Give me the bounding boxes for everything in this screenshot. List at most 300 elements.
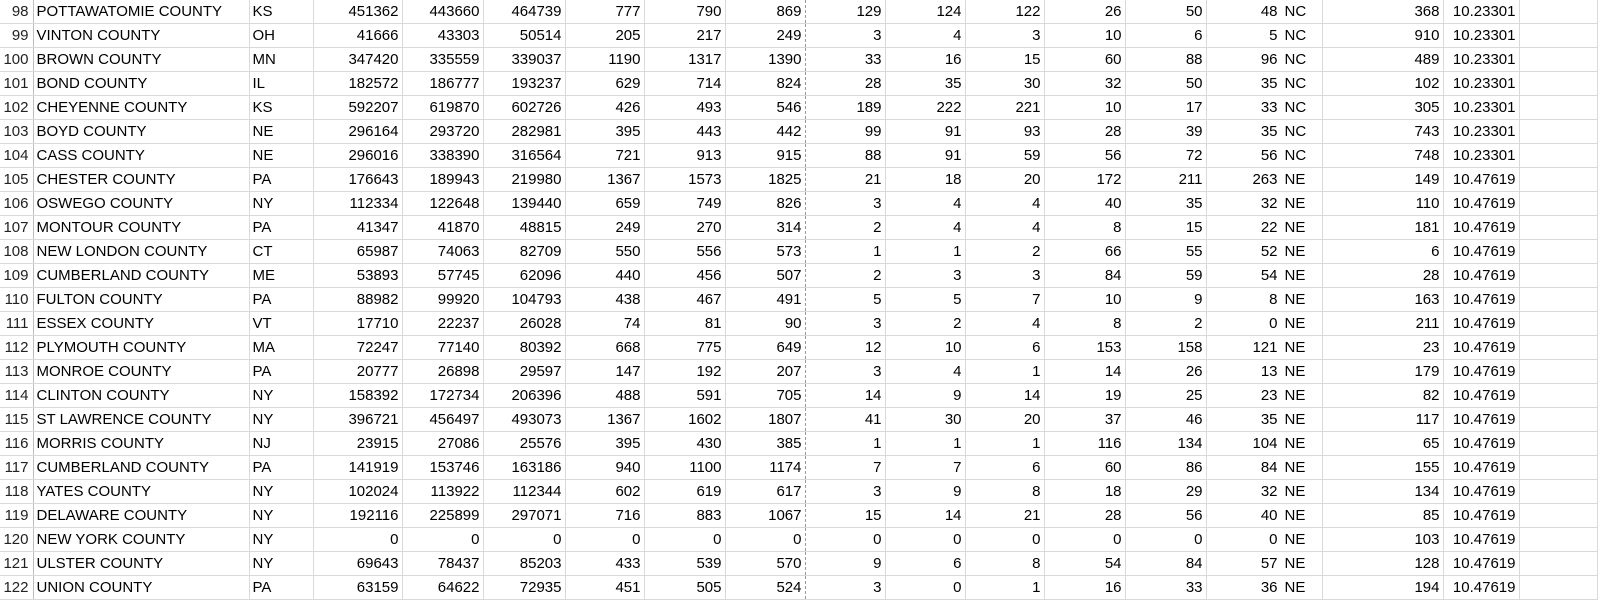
cell-value[interactable]: 0 (565, 528, 644, 552)
cell-value[interactable]: 8 (1044, 312, 1125, 336)
cell-value[interactable]: 3 (805, 480, 885, 504)
cell-value[interactable]: 22 (1206, 216, 1281, 240)
cell-value[interactable]: 314 (725, 216, 805, 240)
cell-county[interactable]: YATES COUNTY (33, 480, 249, 504)
cell-value[interactable]: 122648 (402, 192, 483, 216)
cell-value[interactable]: 570 (725, 552, 805, 576)
cell-county[interactable]: MONROE COUNTY (33, 360, 249, 384)
cell-value[interactable]: 60 (1044, 456, 1125, 480)
cell-value[interactable]: 913 (644, 144, 725, 168)
cell-county[interactable]: NEW LONDON COUNTY (33, 240, 249, 264)
cell-value[interactable]: 282981 (483, 120, 565, 144)
cell-value[interactable]: 86 (1125, 456, 1206, 480)
cell-value[interactable]: 10.47619 (1443, 192, 1519, 216)
cell-value[interactable]: 296164 (313, 120, 402, 144)
cell-value[interactable]: 158392 (313, 384, 402, 408)
cell-value[interactable]: 155 (1322, 456, 1443, 480)
cell-value[interactable]: 9 (885, 480, 965, 504)
cell-value[interactable]: 4 (885, 216, 965, 240)
cell-value[interactable]: 1 (805, 240, 885, 264)
cell-value[interactable]: 293720 (402, 120, 483, 144)
cell-empty[interactable] (1519, 576, 1597, 600)
cell-state[interactable]: PA (249, 216, 313, 240)
cell-value[interactable]: 23 (1322, 336, 1443, 360)
cell-value[interactable]: 48815 (483, 216, 565, 240)
row-header[interactable]: 103 (0, 120, 33, 144)
cell-value[interactable]: 602 (565, 480, 644, 504)
cell-value[interactable]: 22237 (402, 312, 483, 336)
cell-value[interactable]: 158 (1125, 336, 1206, 360)
cell-value[interactable]: 102024 (313, 480, 402, 504)
cell-value[interactable]: 30 (885, 408, 965, 432)
cell-value[interactable]: 2 (805, 216, 885, 240)
cell-value[interactable]: 493 (644, 96, 725, 120)
cell-value[interactable]: 19 (1044, 384, 1125, 408)
row-header[interactable]: 118 (0, 480, 33, 504)
cell-value[interactable]: 27086 (402, 432, 483, 456)
cell-value[interactable]: 20777 (313, 360, 402, 384)
cell-value[interactable]: 88 (805, 144, 885, 168)
cell-value[interactable]: 122 (965, 0, 1044, 24)
cell-value[interactable]: 222 (885, 96, 965, 120)
cell-value[interactable]: 1602 (644, 408, 725, 432)
cell-value[interactable]: 1 (885, 432, 965, 456)
cell-empty[interactable] (1519, 552, 1597, 576)
cell-county[interactable]: MONTOUR COUNTY (33, 216, 249, 240)
cell-value[interactable]: 28 (805, 72, 885, 96)
cell-value[interactable]: 205 (565, 24, 644, 48)
cell-region[interactable]: NE (1281, 168, 1322, 192)
cell-state[interactable]: NY (249, 384, 313, 408)
cell-value[interactable]: 296016 (313, 144, 402, 168)
row-header[interactable]: 108 (0, 240, 33, 264)
cell-value[interactable]: 28 (1322, 264, 1443, 288)
cell-value[interactable]: 41 (805, 408, 885, 432)
cell-value[interactable]: 189 (805, 96, 885, 120)
cell-empty[interactable] (1519, 312, 1597, 336)
cell-value[interactable]: 1 (965, 576, 1044, 600)
row-header[interactable]: 110 (0, 288, 33, 312)
cell-value[interactable]: 3 (965, 264, 1044, 288)
cell-value[interactable]: 69643 (313, 552, 402, 576)
cell-value[interactable]: 30 (965, 72, 1044, 96)
cell-value[interactable]: 1190 (565, 48, 644, 72)
cell-empty[interactable] (1519, 96, 1597, 120)
cell-state[interactable]: PA (249, 288, 313, 312)
row-header[interactable]: 104 (0, 144, 33, 168)
cell-value[interactable]: 573 (725, 240, 805, 264)
cell-value[interactable]: 915 (725, 144, 805, 168)
cell-state[interactable]: CT (249, 240, 313, 264)
cell-state[interactable]: NY (249, 408, 313, 432)
cell-value[interactable]: 556 (644, 240, 725, 264)
cell-state[interactable]: KS (249, 96, 313, 120)
cell-value[interactable]: 3 (805, 312, 885, 336)
cell-value[interactable]: 64622 (402, 576, 483, 600)
cell-value[interactable]: 668 (565, 336, 644, 360)
cell-value[interactable]: 102 (1322, 72, 1443, 96)
cell-value[interactable]: 139440 (483, 192, 565, 216)
cell-region[interactable]: NE (1281, 192, 1322, 216)
cell-value[interactable]: 10.47619 (1443, 216, 1519, 240)
cell-value[interactable]: 62096 (483, 264, 565, 288)
cell-value[interactable]: 749 (644, 192, 725, 216)
cell-value[interactable]: 26 (1044, 0, 1125, 24)
cell-region[interactable]: NE (1281, 384, 1322, 408)
cell-value[interactable]: 9 (1125, 288, 1206, 312)
cell-value[interactable]: 1067 (725, 504, 805, 528)
cell-value[interactable]: 10.23301 (1443, 120, 1519, 144)
cell-value[interactable]: 3 (805, 360, 885, 384)
cell-value[interactable]: 23915 (313, 432, 402, 456)
cell-value[interactable]: 426 (565, 96, 644, 120)
cell-value[interactable]: 39 (1125, 120, 1206, 144)
cell-region[interactable]: NE (1281, 528, 1322, 552)
cell-value[interactable]: 77140 (402, 336, 483, 360)
cell-value[interactable]: 54 (1206, 264, 1281, 288)
cell-value[interactable]: 116 (1044, 432, 1125, 456)
cell-value[interactable]: 714 (644, 72, 725, 96)
cell-value[interactable]: 456 (644, 264, 725, 288)
cell-value[interactable]: 8 (1044, 216, 1125, 240)
cell-value[interactable]: 1390 (725, 48, 805, 72)
cell-value[interactable]: 33 (805, 48, 885, 72)
cell-value[interactable]: 507 (725, 264, 805, 288)
cell-value[interactable]: 18 (1044, 480, 1125, 504)
cell-empty[interactable] (1519, 120, 1597, 144)
cell-value[interactable]: 347420 (313, 48, 402, 72)
cell-value[interactable]: 3 (885, 264, 965, 288)
cell-value[interactable]: 10.47619 (1443, 360, 1519, 384)
cell-value[interactable]: 53893 (313, 264, 402, 288)
cell-value[interactable]: 940 (565, 456, 644, 480)
cell-value[interactable]: 5 (805, 288, 885, 312)
cell-value[interactable]: 10 (1044, 96, 1125, 120)
cell-county[interactable]: BROWN COUNTY (33, 48, 249, 72)
cell-county[interactable]: BOND COUNTY (33, 72, 249, 96)
cell-county[interactable]: OSWEGO COUNTY (33, 192, 249, 216)
cell-value[interactable]: 14 (885, 504, 965, 528)
cell-value[interactable]: 1 (885, 240, 965, 264)
cell-value[interactable]: 46 (1125, 408, 1206, 432)
cell-value[interactable]: 249 (565, 216, 644, 240)
cell-value[interactable]: 10.23301 (1443, 0, 1519, 24)
cell-value[interactable]: 84 (1125, 552, 1206, 576)
cell-value[interactable]: 10.47619 (1443, 168, 1519, 192)
cell-value[interactable]: 716 (565, 504, 644, 528)
cell-value[interactable]: 721 (565, 144, 644, 168)
cell-county[interactable]: FULTON COUNTY (33, 288, 249, 312)
cell-value[interactable]: 112334 (313, 192, 402, 216)
cell-value[interactable]: 10.47619 (1443, 384, 1519, 408)
cell-value[interactable]: 121 (1206, 336, 1281, 360)
cell-value[interactable]: 82709 (483, 240, 565, 264)
cell-empty[interactable] (1519, 408, 1597, 432)
cell-value[interactable]: 1367 (565, 408, 644, 432)
cell-value[interactable]: 443 (644, 120, 725, 144)
cell-value[interactable]: 430 (644, 432, 725, 456)
cell-value[interactable]: 55 (1125, 240, 1206, 264)
cell-value[interactable]: 179 (1322, 360, 1443, 384)
cell-county[interactable]: CLINTON COUNTY (33, 384, 249, 408)
cell-value[interactable]: 59 (1125, 264, 1206, 288)
cell-value[interactable]: 10.47619 (1443, 408, 1519, 432)
cell-value[interactable]: 40 (1044, 192, 1125, 216)
cell-value[interactable]: 211 (1125, 168, 1206, 192)
row-header[interactable]: 106 (0, 192, 33, 216)
cell-value[interactable]: 193237 (483, 72, 565, 96)
row-header[interactable]: 98 (0, 0, 33, 24)
cell-value[interactable]: 0 (885, 576, 965, 600)
cell-value[interactable]: 649 (725, 336, 805, 360)
cell-region[interactable]: NC (1281, 48, 1322, 72)
cell-value[interactable]: 66 (1044, 240, 1125, 264)
cell-value[interactable]: 10 (1044, 24, 1125, 48)
cell-value[interactable]: 270 (644, 216, 725, 240)
cell-value[interactable]: 10.23301 (1443, 48, 1519, 72)
cell-value[interactable]: 249 (725, 24, 805, 48)
cell-value[interactable]: 104 (1206, 432, 1281, 456)
cell-value[interactable]: 153746 (402, 456, 483, 480)
cell-value[interactable]: 1174 (725, 456, 805, 480)
cell-value[interactable]: 181 (1322, 216, 1443, 240)
row-header[interactable]: 114 (0, 384, 33, 408)
cell-value[interactable]: 10 (1044, 288, 1125, 312)
cell-value[interactable]: 4 (885, 360, 965, 384)
cell-value[interactable]: 85203 (483, 552, 565, 576)
cell-value[interactable]: 883 (644, 504, 725, 528)
cell-state[interactable]: NY (249, 480, 313, 504)
cell-value[interactable]: 192 (644, 360, 725, 384)
row-header[interactable]: 99 (0, 24, 33, 48)
cell-region[interactable]: NE (1281, 312, 1322, 336)
cell-value[interactable]: 28 (1044, 120, 1125, 144)
cell-value[interactable]: 9 (805, 552, 885, 576)
cell-value[interactable]: 9 (885, 384, 965, 408)
cell-region[interactable]: NE (1281, 264, 1322, 288)
cell-state[interactable]: ME (249, 264, 313, 288)
cell-value[interactable]: 84 (1206, 456, 1281, 480)
cell-state[interactable]: KS (249, 0, 313, 24)
cell-county[interactable]: ESSEX COUNTY (33, 312, 249, 336)
cell-value[interactable]: 117 (1322, 408, 1443, 432)
cell-county[interactable]: NEW YORK COUNTY (33, 528, 249, 552)
cell-value[interactable]: 186777 (402, 72, 483, 96)
cell-empty[interactable] (1519, 264, 1597, 288)
cell-value[interactable]: 37 (1044, 408, 1125, 432)
cell-value[interactable]: 206396 (483, 384, 565, 408)
cell-value[interactable]: 32 (1206, 480, 1281, 504)
cell-value[interactable]: 297071 (483, 504, 565, 528)
cell-region[interactable]: NC (1281, 96, 1322, 120)
cell-value[interactable]: 3 (805, 192, 885, 216)
row-header[interactable]: 121 (0, 552, 33, 576)
cell-empty[interactable] (1519, 504, 1597, 528)
cell-value[interactable]: 1 (965, 360, 1044, 384)
cell-value[interactable]: 775 (644, 336, 725, 360)
row-header[interactable]: 122 (0, 576, 33, 600)
cell-value[interactable]: 493073 (483, 408, 565, 432)
cell-empty[interactable] (1519, 192, 1597, 216)
cell-value[interactable]: 2 (1125, 312, 1206, 336)
cell-value[interactable]: 194 (1322, 576, 1443, 600)
cell-value[interactable]: 629 (565, 72, 644, 96)
cell-value[interactable]: 16 (1044, 576, 1125, 600)
cell-value[interactable]: 4 (965, 312, 1044, 336)
cell-value[interactable]: 338390 (402, 144, 483, 168)
cell-value[interactable]: 65987 (313, 240, 402, 264)
cell-value[interactable]: 72935 (483, 576, 565, 600)
cell-value[interactable]: 16 (885, 48, 965, 72)
cell-value[interactable]: 17 (1125, 96, 1206, 120)
cell-region[interactable]: NE (1281, 336, 1322, 360)
cell-value[interactable]: 10.47619 (1443, 240, 1519, 264)
cell-value[interactable]: 617 (725, 480, 805, 504)
cell-value[interactable]: 6 (1322, 240, 1443, 264)
cell-value[interactable]: 10.47619 (1443, 312, 1519, 336)
cell-value[interactable]: 21 (805, 168, 885, 192)
cell-state[interactable]: IL (249, 72, 313, 96)
cell-value[interactable]: 52 (1206, 240, 1281, 264)
cell-value[interactable]: 85 (1322, 504, 1443, 528)
cell-value[interactable]: 50 (1125, 0, 1206, 24)
cell-value[interactable]: 10.47619 (1443, 456, 1519, 480)
cell-county[interactable]: ULSTER COUNTY (33, 552, 249, 576)
cell-value[interactable]: 14 (1044, 360, 1125, 384)
cell-empty[interactable] (1519, 144, 1597, 168)
cell-region[interactable]: NE (1281, 576, 1322, 600)
cell-value[interactable]: 36 (1206, 576, 1281, 600)
cell-value[interactable]: 56 (1044, 144, 1125, 168)
cell-value[interactable]: 13 (1206, 360, 1281, 384)
cell-value[interactable]: 50 (1125, 72, 1206, 96)
cell-county[interactable]: PLYMOUTH COUNTY (33, 336, 249, 360)
cell-region[interactable]: NE (1281, 432, 1322, 456)
cell-region[interactable]: NE (1281, 288, 1322, 312)
cell-value[interactable]: 7 (885, 456, 965, 480)
cell-value[interactable]: 176643 (313, 168, 402, 192)
cell-value[interactable]: 10.47619 (1443, 336, 1519, 360)
cell-value[interactable]: 4 (965, 216, 1044, 240)
cell-value[interactable]: 433 (565, 552, 644, 576)
cell-value[interactable]: 0 (1125, 528, 1206, 552)
cell-region[interactable]: NC (1281, 72, 1322, 96)
cell-value[interactable]: 442 (725, 120, 805, 144)
cell-value[interactable]: 10.47619 (1443, 504, 1519, 528)
row-header[interactable]: 119 (0, 504, 33, 528)
cell-value[interactable]: 5 (885, 288, 965, 312)
cell-value[interactable]: 20 (965, 408, 1044, 432)
cell-value[interactable]: 2 (965, 240, 1044, 264)
cell-region[interactable]: NE (1281, 408, 1322, 432)
cell-value[interactable]: 316564 (483, 144, 565, 168)
cell-value[interactable]: 451362 (313, 0, 402, 24)
row-header[interactable]: 115 (0, 408, 33, 432)
cell-empty[interactable] (1519, 384, 1597, 408)
cell-value[interactable]: 14 (805, 384, 885, 408)
cell-value[interactable]: 91 (885, 144, 965, 168)
cell-region[interactable]: NC (1281, 120, 1322, 144)
cell-value[interactable]: 103 (1322, 528, 1443, 552)
cell-empty[interactable] (1519, 216, 1597, 240)
cell-empty[interactable] (1519, 48, 1597, 72)
cell-empty[interactable] (1519, 0, 1597, 24)
cell-value[interactable]: 63159 (313, 576, 402, 600)
cell-county[interactable]: CUMBERLAND COUNTY (33, 264, 249, 288)
cell-value[interactable]: 65 (1322, 432, 1443, 456)
cell-value[interactable]: 172 (1044, 168, 1125, 192)
cell-state[interactable]: NY (249, 504, 313, 528)
cell-value[interactable]: 456497 (402, 408, 483, 432)
cell-value[interactable]: 15 (805, 504, 885, 528)
cell-value[interactable]: 15 (1125, 216, 1206, 240)
row-header[interactable]: 112 (0, 336, 33, 360)
cell-value[interactable]: 1100 (644, 456, 725, 480)
cell-value[interactable]: 141919 (313, 456, 402, 480)
cell-value[interactable]: 0 (725, 528, 805, 552)
cell-value[interactable]: 1317 (644, 48, 725, 72)
cell-value[interactable]: 3 (805, 24, 885, 48)
cell-value[interactable]: 546 (725, 96, 805, 120)
cell-value[interactable]: 0 (1044, 528, 1125, 552)
cell-value[interactable]: 192116 (313, 504, 402, 528)
cell-value[interactable]: 2 (805, 264, 885, 288)
cell-value[interactable]: 82 (1322, 384, 1443, 408)
cell-value[interactable]: 25 (1125, 384, 1206, 408)
cell-value[interactable]: 90 (725, 312, 805, 336)
cell-value[interactable]: 6 (1125, 24, 1206, 48)
cell-state[interactable]: NJ (249, 432, 313, 456)
row-header[interactable]: 109 (0, 264, 33, 288)
cell-value[interactable]: 33 (1125, 576, 1206, 600)
cell-value[interactable]: 443660 (402, 0, 483, 24)
cell-state[interactable]: NY (249, 552, 313, 576)
cell-value[interactable]: 8 (965, 480, 1044, 504)
cell-region[interactable]: NE (1281, 360, 1322, 384)
cell-value[interactable]: 10.23301 (1443, 144, 1519, 168)
cell-value[interactable]: 10.23301 (1443, 24, 1519, 48)
cell-value[interactable]: 6 (965, 456, 1044, 480)
cell-value[interactable]: 550 (565, 240, 644, 264)
cell-value[interactable]: 99920 (402, 288, 483, 312)
cell-value[interactable]: 6 (885, 552, 965, 576)
cell-value[interactable]: 748 (1322, 144, 1443, 168)
cell-region[interactable]: NE (1281, 480, 1322, 504)
cell-value[interactable]: 705 (725, 384, 805, 408)
cell-state[interactable]: PA (249, 360, 313, 384)
cell-value[interactable]: 21 (965, 504, 1044, 528)
cell-value[interactable]: 1 (965, 432, 1044, 456)
cell-value[interactable]: 438 (565, 288, 644, 312)
cell-value[interactable]: 10.47619 (1443, 432, 1519, 456)
cell-region[interactable]: NC (1281, 0, 1322, 24)
cell-region[interactable]: NE (1281, 504, 1322, 528)
cell-empty[interactable] (1519, 432, 1597, 456)
cell-value[interactable]: 41870 (402, 216, 483, 240)
cell-value[interactable]: 826 (725, 192, 805, 216)
cell-county[interactable]: POTTAWATOMIE COUNTY (33, 0, 249, 24)
cell-value[interactable]: 10.23301 (1443, 96, 1519, 120)
cell-value[interactable]: 80392 (483, 336, 565, 360)
cell-value[interactable]: 591 (644, 384, 725, 408)
cell-value[interactable]: 7 (965, 288, 1044, 312)
cell-state[interactable]: MN (249, 48, 313, 72)
cell-value[interactable]: 451 (565, 576, 644, 600)
cell-region[interactable]: NC (1281, 144, 1322, 168)
cell-value[interactable]: 57 (1206, 552, 1281, 576)
cell-value[interactable]: 0 (483, 528, 565, 552)
cell-value[interactable]: 54 (1044, 552, 1125, 576)
